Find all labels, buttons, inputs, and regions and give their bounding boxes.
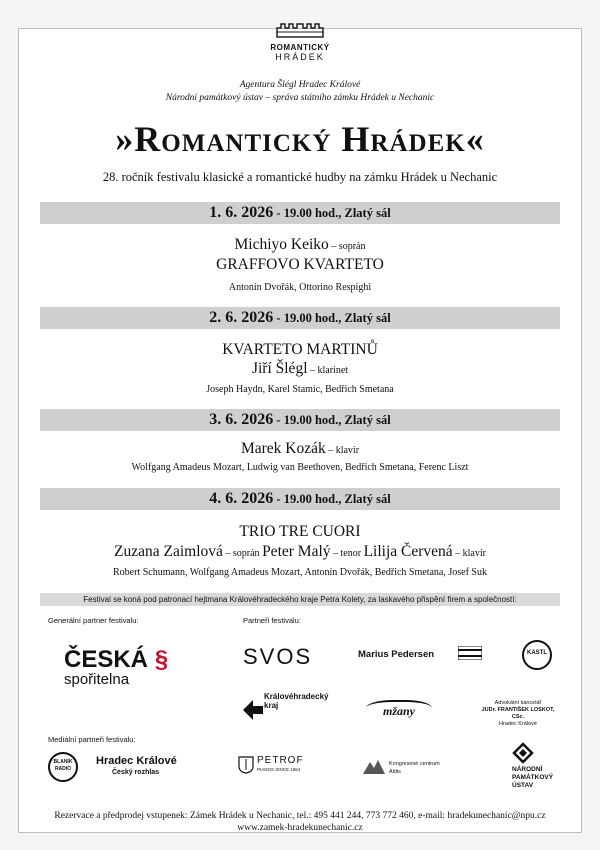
performer-line — [0, 256, 600, 274]
mzany-text: mžany — [382, 704, 415, 718]
npu-line-1: NÁRODNÍ — [512, 766, 543, 773]
concert-time: - 19.00 hod., Zlatý sál — [273, 413, 391, 427]
petrof-logo — [257, 756, 304, 774]
performer-role: – klarinet — [307, 365, 349, 376]
blanik-radio-logo — [48, 752, 78, 782]
performer: Jiří Šlégl — [251, 360, 308, 377]
performer-line — [0, 236, 600, 254]
patronage-note: Festival se koná pod patronací hejtmana Královéhradeckého kraje Petra Kolety, za laskavého přispění firem a společností: — [40, 593, 560, 606]
organizer-1: Agentura Šlégl Hradec Králové — [239, 80, 361, 90]
marius-pedersen-icon — [458, 646, 482, 660]
kraj-logo — [264, 692, 328, 710]
performer: TRIO TRE CUORI — [239, 523, 361, 540]
performer-role: – klavír — [325, 445, 360, 456]
aldis-line-2: Aldis — [389, 769, 401, 775]
performer: Michiyo Keiko — [234, 236, 329, 253]
concert-date-bar — [40, 488, 560, 510]
concert-date: 3. 6. 2026 — [209, 411, 274, 428]
sporitelna-text: spořitelna — [64, 671, 130, 688]
kraj-text-1: Královéhradecký — [264, 692, 329, 701]
performer: KVARTETO MARTINŮ — [222, 341, 378, 358]
performer-line — [0, 440, 600, 458]
concert-date: 2. 6. 2026 — [209, 309, 274, 326]
concert-time: - 19.00 hod., Zlatý sál — [273, 206, 391, 220]
cesky-rozhlas-text: Český rozhlas — [112, 769, 160, 776]
blanik-text: BLANÍK — [53, 759, 73, 765]
performer: GRAFFOVO KVARTETO — [216, 256, 384, 273]
petrof-crest-icon — [238, 756, 254, 774]
logo — [0, 22, 600, 62]
performer-role: – klavír — [452, 548, 486, 559]
performer-line — [0, 523, 600, 541]
kastl-text: KASTL — [527, 650, 547, 656]
media-partners-label: Mediální partneři festivalu: — [48, 735, 136, 744]
kraj-text-2: kraj — [264, 701, 279, 710]
kastl-logo — [522, 640, 552, 670]
performer: Peter Malý — [262, 543, 331, 560]
reservation-info: Rezervace a předprodej vstupenek: Zámek Hrádek u Nechanic, tel.: 495 441 244, 773 772 460, e-mail: hradekunechanic@npu.cz — [54, 811, 546, 821]
npu-line-3: ÚSTAV — [512, 782, 534, 789]
concert-date: 4. 6. 2026 — [209, 490, 274, 507]
performer-role: – soprán — [328, 241, 366, 252]
npu-icon — [512, 742, 534, 764]
concert-time: - 19.00 hod., Zlatý sál — [273, 492, 391, 506]
concert-date-bar — [40, 409, 560, 431]
npu-logo — [512, 766, 553, 790]
advokat-logo — [478, 700, 558, 728]
footer — [0, 810, 600, 834]
performer-line — [0, 543, 600, 561]
performer-role: – tenor — [330, 548, 364, 559]
composers: Antonín Dvořák, Ottorino Respighi — [228, 282, 372, 293]
logo-line1: ROMANTICKÝ — [270, 43, 330, 52]
aldis-line-1: Kongresové centrum — [389, 761, 440, 767]
marius-pedersen-logo: Marius Pedersen — [358, 649, 435, 660]
page-title: »Romantický Hrádek« — [115, 119, 485, 159]
website-link[interactable]: www.zamek-hradekunechanic.cz — [237, 823, 363, 833]
mzany-logo — [366, 700, 432, 720]
subtitle: 28. ročník festivalu klasické a romantické hudby na zámku Hrádek u Nechanic — [102, 170, 498, 184]
general-partner-label: Generální partner festivalu: — [48, 616, 139, 625]
composers: Wolfgang Amadeus Mozart, Ludwig van Beethoven, Bedřich Smetana, Ferenc Liszt — [131, 462, 469, 473]
performer-line — [0, 341, 600, 359]
s-icon: § — [154, 646, 169, 673]
svos-logo: SVOS — [243, 644, 313, 669]
petrof-since-text: PIANOS SINCE 1864 — [257, 767, 301, 772]
hk-text: Hradec Králové — [96, 755, 177, 767]
organizer-2: Národní památkový ústav – správa státního zámku Hrádek u Nechanic — [165, 93, 435, 103]
concert-date-bar — [40, 307, 560, 329]
advokat-line-2: JUDr. FRANTIŠEK LOSKOT, CSc. — [481, 707, 555, 720]
concert-date: 1. 6. 2026 — [209, 204, 274, 221]
advokat-line-3: Hradec Králové — [499, 721, 537, 727]
advokat-line-1: Advokátní kancelář — [494, 700, 542, 706]
performer-role: – soprán — [222, 548, 263, 559]
performer: Zuzana Zaimlová — [114, 543, 223, 560]
concert-time: - 19.00 hod., Zlatý sál — [273, 311, 391, 325]
ceska-sporitelna-logo — [64, 648, 168, 688]
performer: Marek Kozák — [240, 440, 326, 457]
composers: Robert Schumann, Wolfgang Amadeus Mozart, Antonín Dvořák, Bedřich Smetana, Josef Suk — [113, 567, 487, 578]
radio-text: RADIO — [54, 766, 72, 772]
logo-line2: HRÁDEK — [275, 52, 325, 62]
composers: Joseph Haydn, Karel Stamic, Bedřich Smetana — [206, 384, 394, 395]
performer: Lilija Červená — [363, 543, 453, 560]
aldis-logo — [389, 760, 440, 776]
hradec-kralove-radio-logo — [96, 756, 177, 778]
aldis-icon — [363, 758, 385, 774]
partners-label: Partneři festivalu: — [243, 616, 301, 625]
castle-icon — [275, 22, 325, 38]
npu-line-2: PAMÁTKOVÝ — [512, 774, 554, 781]
kraj-icon — [243, 700, 263, 720]
petrof-text: PETROF — [257, 755, 304, 766]
performer-line — [0, 360, 600, 378]
concert-date-bar — [40, 202, 560, 224]
ceska-text: ČESKÁ — [64, 646, 149, 673]
